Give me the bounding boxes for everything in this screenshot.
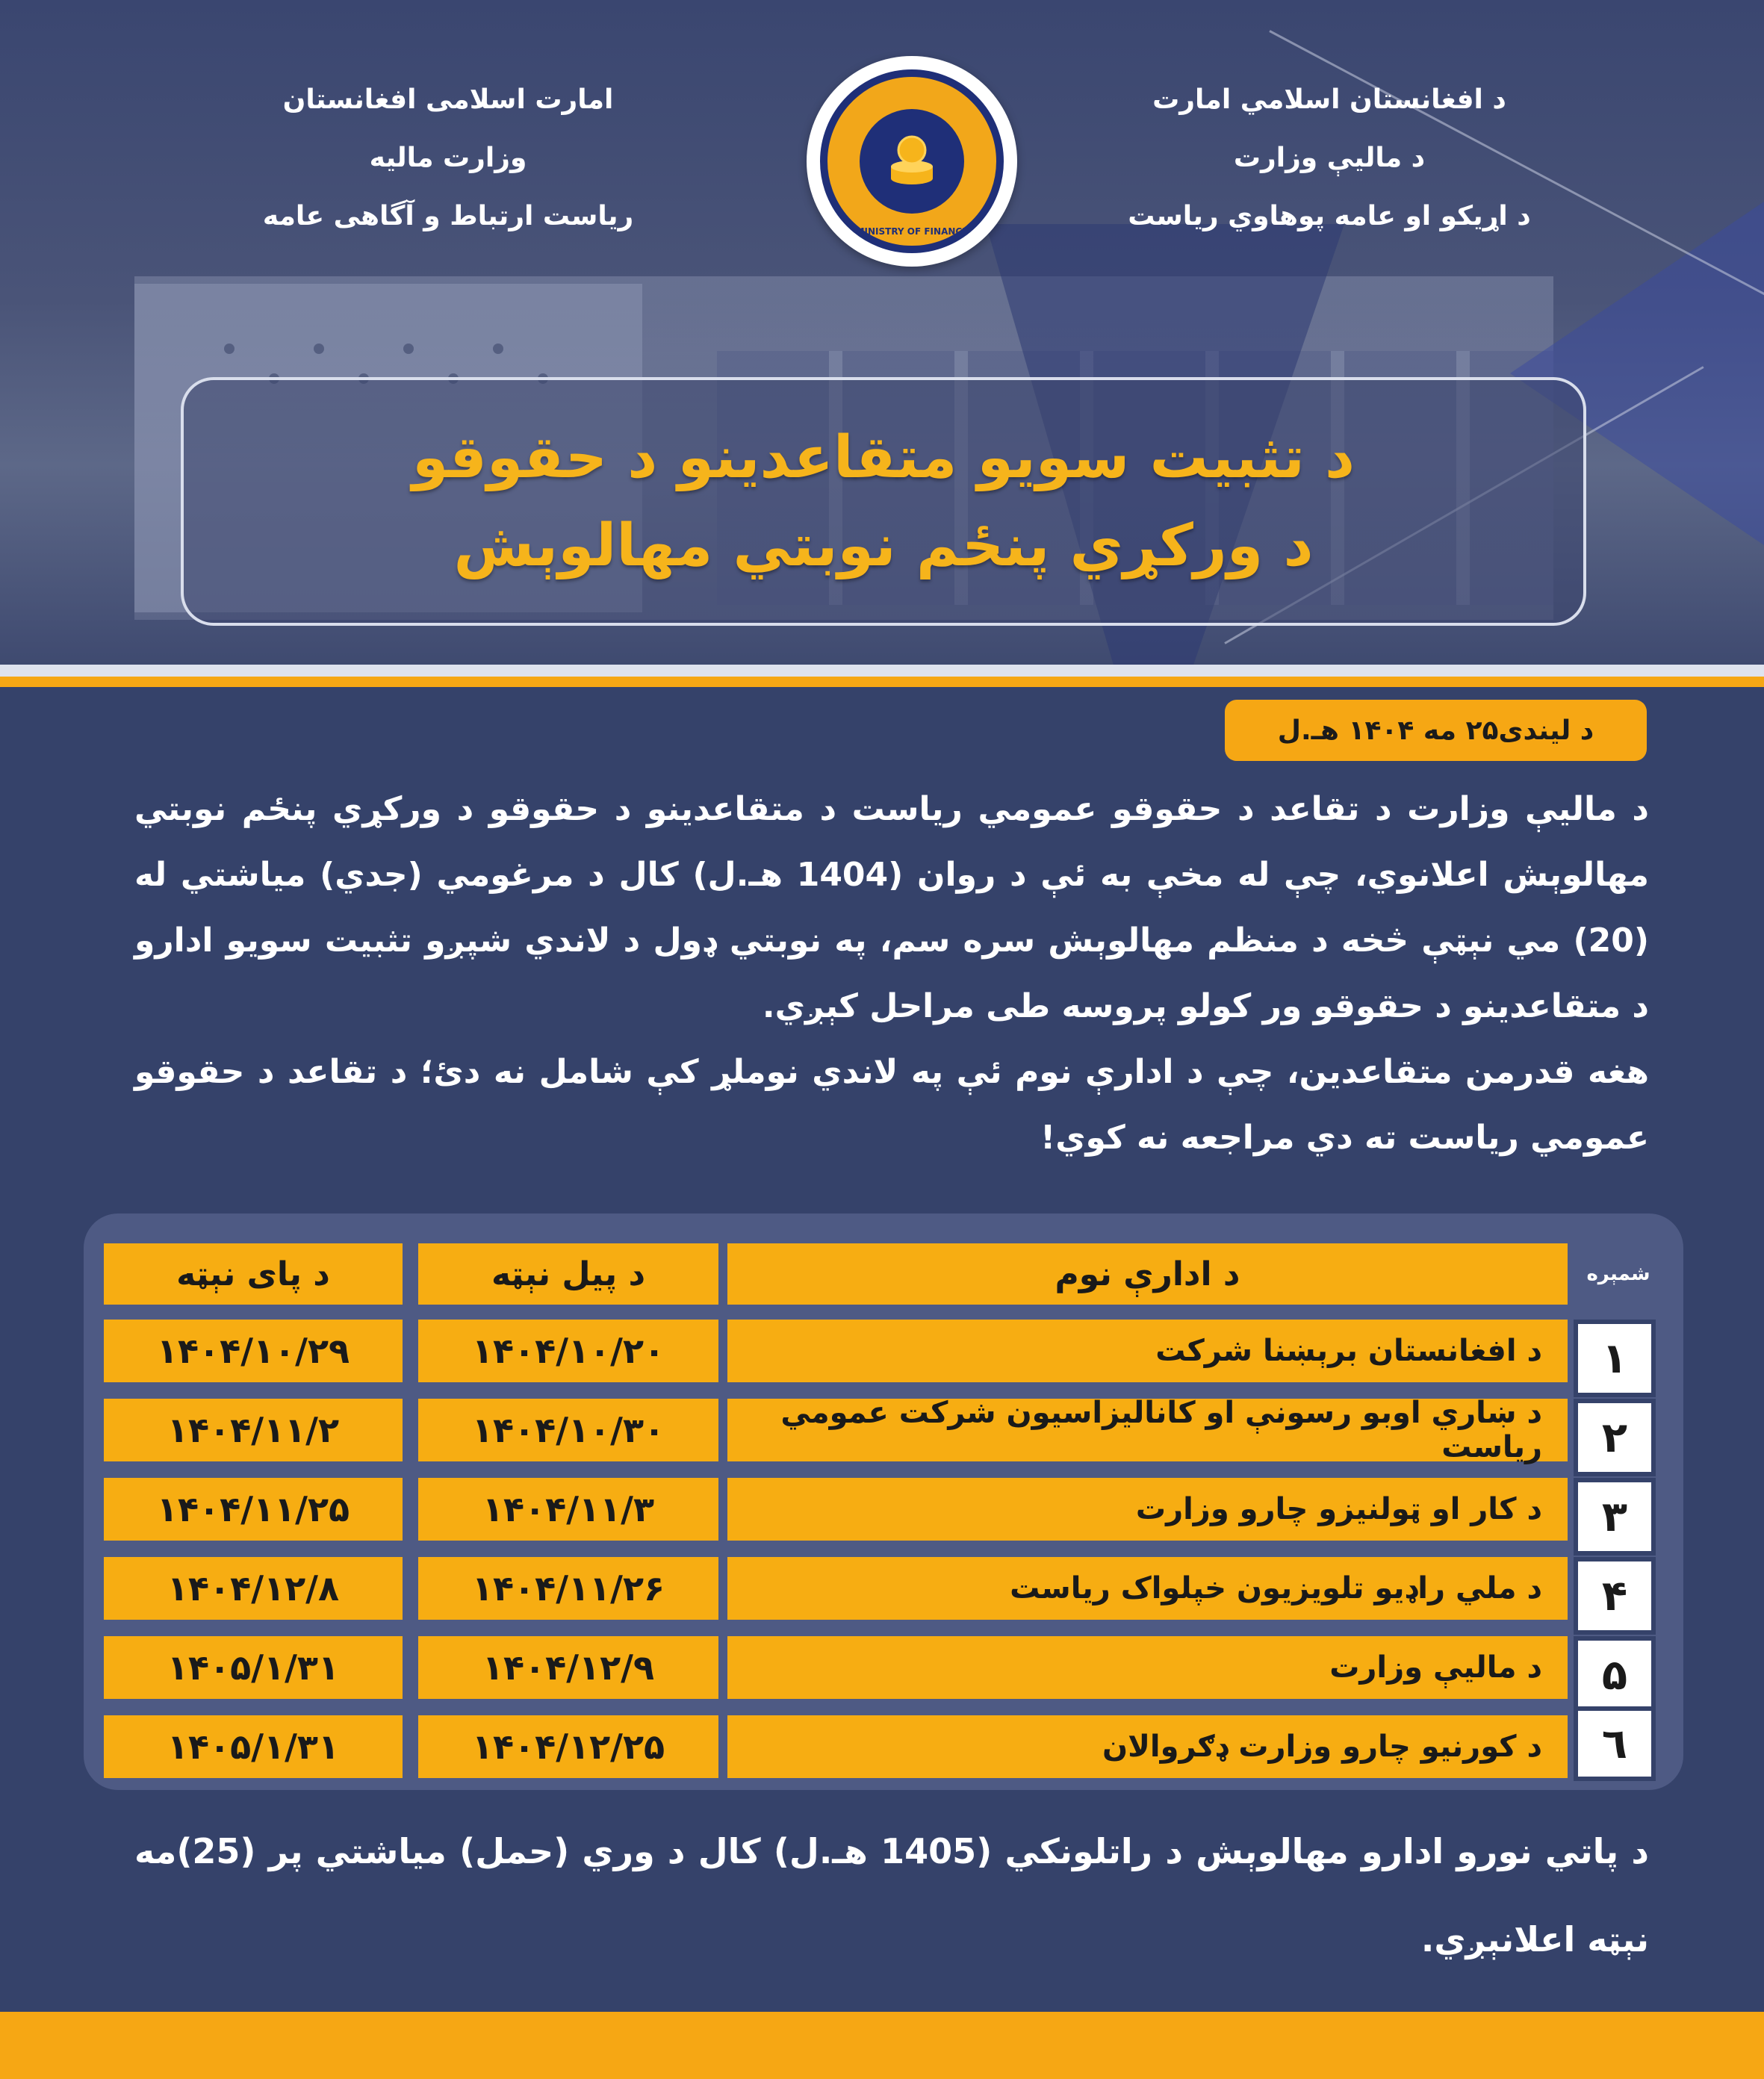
row-5-number: ۵ bbox=[1574, 1636, 1656, 1714]
row-6-number: ٦ bbox=[1574, 1706, 1656, 1781]
header-left-line-3: ریاست ارتباط و آگاهی عامه bbox=[262, 201, 634, 231]
row-2-end-date: ۱۴۰۴/۱۱/۲ bbox=[104, 1399, 403, 1461]
body-paragraph-2: هغه قدرمن متقاعدين، چې د ادارې نوم ئې په لاندي نوملړ کې شامل نه دئ؛ د تقاعد د حقوقو عمومي رياست ته دي مراجعه نه کوي! bbox=[134, 1053, 1649, 1157]
row-1-end-date: ۱۴۰۴/۱۰/۲۹ bbox=[104, 1320, 403, 1382]
header-left-line-2: وزارت مالیه bbox=[369, 143, 527, 173]
header-right-pashto bbox=[1046, 71, 1613, 246]
header-right-line-3: د اړيکو او عامه پوهاوي رياست bbox=[1128, 201, 1531, 231]
header-start-date: د پيل نېټه bbox=[418, 1243, 718, 1305]
building-dot bbox=[224, 344, 235, 354]
row-6-end-date: ۱۴۰۵/۱/۳۱ bbox=[104, 1715, 403, 1778]
row-3-end-date: ۱۴۰۴/۱۱/۲۵ bbox=[104, 1478, 403, 1541]
row-3-office-name: د کار او ټولنيزو چارو وزارت bbox=[727, 1478, 1568, 1541]
row-5-office-name: د ماليې وزارت bbox=[727, 1636, 1568, 1699]
announcement-body bbox=[134, 777, 1649, 1171]
header-left-dari bbox=[164, 71, 732, 246]
row-1-office-name: د افغانستان برېښنا شرکت bbox=[727, 1320, 1568, 1382]
row-6-office-name: د کورنيو چارو وزارت ډګروالان bbox=[727, 1715, 1568, 1778]
footer-note: د پاتي نورو ادارو مهالوېش د راتلونکي (1405 هـ.ل) کال د وري (حمل) مياشتي پر (25)مه نېټه اعلانېږي. bbox=[134, 1831, 1650, 1960]
coin-stack-icon bbox=[878, 128, 945, 195]
date-badge: د لیندی۲۵ مه ۱۴۰۴ هـ.ل bbox=[1225, 700, 1647, 761]
row-4-office-name: د ملي راډيو تلويزيون خپلواک رياست bbox=[727, 1557, 1568, 1620]
row-2-number: ۲ bbox=[1574, 1399, 1656, 1476]
header-right-line-2: د ماليې وزارت bbox=[1233, 143, 1426, 173]
building-dot bbox=[403, 344, 414, 354]
title-box bbox=[181, 377, 1586, 626]
title-line-2: د ورکړي پنځم نوبتي مهالوېش bbox=[453, 512, 1314, 579]
header-office-name: د ادارې نوم bbox=[727, 1243, 1568, 1305]
row-4-start-date: ۱۴۰۴/۱۱/۲۶ bbox=[418, 1557, 718, 1620]
row-5-end-date: ۱۴۰۵/۱/۳۱ bbox=[104, 1636, 403, 1699]
ministry-emblem-logo bbox=[807, 56, 1017, 267]
emblem-coin-icon bbox=[860, 109, 964, 214]
header-banner bbox=[0, 0, 1764, 665]
header-end-date: د پای نېټه bbox=[104, 1243, 403, 1305]
row-2-office-name: د ښاري اوبو رسونې او کاناليزاسيون شرکت عمومي رياست bbox=[727, 1399, 1568, 1461]
header-left-line-1: امارت اسلامی افغانستان bbox=[282, 84, 614, 115]
row-4-end-date: ۱۴۰۴/۱۲/۸ bbox=[104, 1557, 403, 1620]
row-3-number: ۳ bbox=[1574, 1478, 1656, 1556]
building-dot bbox=[493, 344, 503, 354]
row-6-start-date: ۱۴۰۴/۱۲/۲۵ bbox=[418, 1715, 718, 1778]
building-dot bbox=[314, 344, 324, 354]
bottom-bar bbox=[0, 2012, 1764, 2079]
header-right-line-1: د افغانستان اسلامي امارت bbox=[1152, 84, 1506, 115]
row-5-start-date: ۱۴۰۴/۱۲/۹ bbox=[418, 1636, 718, 1699]
row-1-number: ۱ bbox=[1574, 1320, 1656, 1397]
row-3-start-date: ۱۴۰۴/۱۱/۳ bbox=[418, 1478, 718, 1541]
body-paragraph-1: د ماليې وزارت د تقاعد د حقوقو عمومي رياست د متقاعدينو د حقوقو د ورکړي پنځم نوبتي مهالوېش اعلانوي، چې له مخې به ئې د روان (1404 هـ.ل) کال د مرغومي (جدي) مياشتي له (20) مي نېټې څخه د منظم مهالوېش سره سم، په نوبتي ډول د لاندي شپږو تثبيت سويو ادارو د متقاعدينو د حقوقو ور کولو پروسه طی مراحل کېږي. bbox=[134, 790, 1649, 1025]
title-line-1: د تثبيت سويو متقاعدينو د حقوقو bbox=[412, 423, 1355, 491]
row-2-start-date: ۱۴۰۴/۱۰/۳۰ bbox=[418, 1399, 718, 1461]
divider-white bbox=[0, 665, 1764, 677]
schedule-table bbox=[84, 1213, 1683, 1790]
row-4-number: ۴ bbox=[1574, 1557, 1656, 1635]
divider-orange bbox=[0, 677, 1764, 687]
emblem-caption: MINISTRY OF FINANCE bbox=[855, 226, 969, 237]
row-1-start-date: ۱۴۰۴/۱۰/۲۰ bbox=[418, 1320, 718, 1382]
header-number: شمېره bbox=[1586, 1263, 1650, 1285]
